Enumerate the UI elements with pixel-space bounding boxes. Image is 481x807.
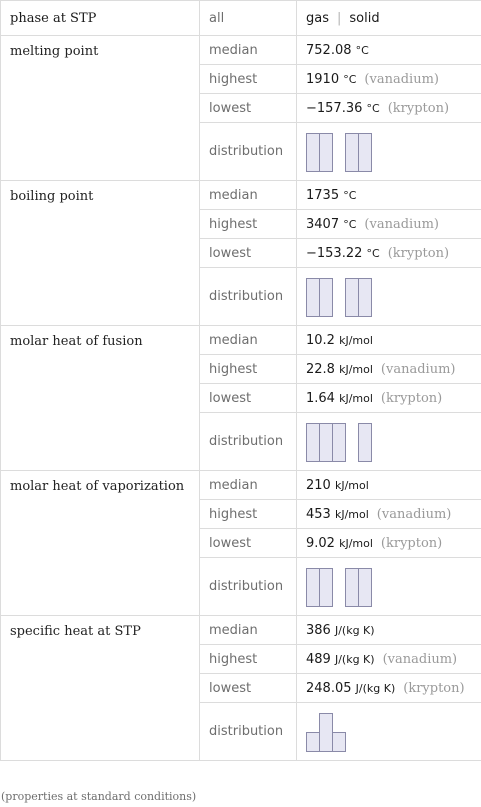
highest-value bbox=[297, 210, 481, 239]
highest-value bbox=[297, 645, 481, 674]
property-name: molar heat of vaporization bbox=[1, 471, 200, 616]
distribution-cell bbox=[297, 558, 481, 616]
lowest-value-number: −157.36 bbox=[306, 100, 363, 116]
histogram-bar bbox=[346, 278, 359, 316]
highest-value-number: 453 bbox=[306, 506, 331, 522]
distribution-cell bbox=[297, 123, 481, 181]
lowest-value-note: (krypton) bbox=[387, 100, 450, 116]
lowest-value-note: (krypton) bbox=[380, 535, 443, 551]
histogram-bar bbox=[333, 423, 346, 461]
median-value-unit: °C bbox=[343, 188, 357, 202]
median-value bbox=[297, 181, 481, 210]
highest-value-note: (vanadium) bbox=[382, 651, 458, 667]
histogram-bar bbox=[346, 133, 359, 171]
stat-label-median: median bbox=[200, 616, 297, 645]
stat-label-highest: highest bbox=[200, 355, 297, 384]
histogram-bar bbox=[320, 133, 333, 171]
distribution-cell bbox=[297, 268, 481, 326]
histogram-bar bbox=[307, 732, 320, 751]
phase-separator: | bbox=[337, 10, 342, 26]
median-value bbox=[297, 471, 481, 500]
property-name: boiling point bbox=[1, 181, 200, 326]
stat-label-distribution: distribution bbox=[200, 413, 297, 471]
highest-value-unit: °C bbox=[343, 72, 357, 86]
stat-label-lowest: lowest bbox=[200, 94, 297, 123]
histogram-bar bbox=[307, 423, 320, 461]
highest-value-unit: °C bbox=[343, 217, 357, 231]
stat-label-highest: highest bbox=[200, 500, 297, 529]
distribution-cell bbox=[297, 413, 481, 471]
stat-label-lowest: lowest bbox=[200, 674, 297, 703]
highest-value bbox=[297, 500, 481, 529]
table-row bbox=[1, 471, 481, 500]
median-value bbox=[297, 36, 481, 65]
header-all-label: all bbox=[200, 1, 297, 36]
median-value-unit: kJ/mol bbox=[339, 333, 373, 347]
lowest-value-number: −153.22 bbox=[306, 245, 363, 261]
highest-value-number: 3407 bbox=[306, 216, 340, 232]
lowest-value-unit: °C bbox=[366, 246, 380, 260]
median-value-unit: kJ/mol bbox=[334, 478, 369, 492]
histogram-bar bbox=[307, 568, 320, 606]
histogram-bar bbox=[307, 133, 320, 171]
histogram-bar bbox=[307, 278, 320, 316]
histogram-bar bbox=[359, 423, 372, 461]
stat-label-highest: highest bbox=[200, 65, 297, 94]
lowest-value bbox=[297, 384, 481, 413]
median-value-unit: °C bbox=[355, 43, 369, 57]
highest-value-note: (vanadium) bbox=[364, 216, 439, 232]
property-name: specific heat at STP bbox=[1, 616, 200, 761]
table-row bbox=[1, 616, 481, 645]
stat-label-median: median bbox=[200, 326, 297, 355]
highest-value-number: 1910 bbox=[306, 71, 340, 87]
lowest-value-number: 9.02 bbox=[306, 535, 335, 551]
stat-label-highest: highest bbox=[200, 645, 297, 674]
lowest-value bbox=[297, 674, 481, 703]
highest-value bbox=[297, 65, 481, 94]
distribution-histogram bbox=[306, 421, 373, 463]
highest-value-unit: kJ/mol bbox=[334, 507, 369, 521]
stat-label-lowest: lowest bbox=[200, 384, 297, 413]
histogram-bar bbox=[359, 568, 372, 606]
lowest-value bbox=[297, 529, 481, 558]
lowest-value-unit: kJ/mol bbox=[339, 536, 373, 550]
lowest-value-note: (krypton) bbox=[403, 680, 465, 696]
header-phase-values bbox=[297, 1, 481, 36]
stat-label-median: median bbox=[200, 36, 297, 65]
header-phase-label: phase at STP bbox=[1, 1, 200, 36]
median-value-number: 752.08 bbox=[306, 42, 352, 58]
stat-label-highest: highest bbox=[200, 210, 297, 239]
median-value bbox=[297, 616, 481, 645]
histogram-bar bbox=[333, 732, 346, 751]
distribution-histogram bbox=[306, 711, 347, 753]
lowest-value-number: 1.64 bbox=[306, 390, 335, 406]
lowest-value-unit: °C bbox=[366, 101, 380, 115]
histogram-bar bbox=[320, 278, 333, 316]
median-value bbox=[297, 326, 481, 355]
highest-value bbox=[297, 355, 481, 384]
stat-label-median: median bbox=[200, 181, 297, 210]
histogram-bar bbox=[359, 278, 372, 316]
highest-value-note: (vanadium) bbox=[376, 506, 452, 522]
distribution-histogram bbox=[306, 276, 373, 318]
stat-label-distribution: distribution bbox=[200, 558, 297, 616]
median-value-number: 210 bbox=[306, 477, 331, 493]
highest-value-number: 489 bbox=[306, 651, 331, 667]
table-row bbox=[1, 36, 481, 65]
phase-solid: solid bbox=[349, 10, 380, 26]
highest-value-unit: kJ/mol bbox=[339, 362, 373, 376]
distribution-histogram bbox=[306, 131, 373, 173]
stat-label-lowest: lowest bbox=[200, 239, 297, 268]
histogram-bar bbox=[320, 568, 333, 606]
histogram-bar bbox=[359, 133, 372, 171]
phase-gas: gas bbox=[306, 10, 329, 26]
stat-label-lowest: lowest bbox=[200, 529, 297, 558]
property-name: molar heat of fusion bbox=[1, 326, 200, 471]
lowest-value-unit: kJ/mol bbox=[339, 391, 373, 405]
highest-value-number: 22.8 bbox=[306, 361, 335, 377]
histogram-bar bbox=[346, 568, 359, 606]
lowest-value-note: (krypton) bbox=[380, 390, 443, 406]
table-row bbox=[1, 181, 481, 210]
stat-label-distribution: distribution bbox=[200, 268, 297, 326]
median-value-unit: J/(kg K) bbox=[334, 623, 375, 637]
footnote: (properties at standard conditions) bbox=[1, 790, 197, 803]
lowest-value-number: 248.05 bbox=[306, 680, 352, 696]
lowest-value-unit: J/(kg K) bbox=[355, 681, 396, 695]
lowest-value bbox=[297, 239, 481, 268]
distribution-cell bbox=[297, 703, 481, 761]
highest-value-note: (vanadium) bbox=[380, 361, 456, 377]
property-name: melting point bbox=[1, 36, 200, 181]
stat-label-median: median bbox=[200, 471, 297, 500]
median-value-number: 10.2 bbox=[306, 332, 335, 348]
histogram-bar bbox=[320, 713, 333, 751]
median-value-number: 386 bbox=[306, 622, 331, 638]
stat-label-distribution: distribution bbox=[200, 123, 297, 181]
median-value-number: 1735 bbox=[306, 187, 340, 203]
lowest-value-note: (krypton) bbox=[387, 245, 450, 261]
highest-value-note: (vanadium) bbox=[364, 71, 439, 87]
table-row bbox=[1, 326, 481, 355]
highest-value-unit: J/(kg K) bbox=[334, 652, 375, 666]
table-header-row bbox=[1, 1, 481, 36]
histogram-bar bbox=[320, 423, 333, 461]
stat-label-distribution: distribution bbox=[200, 703, 297, 761]
distribution-histogram bbox=[306, 566, 373, 608]
lowest-value bbox=[297, 94, 481, 123]
